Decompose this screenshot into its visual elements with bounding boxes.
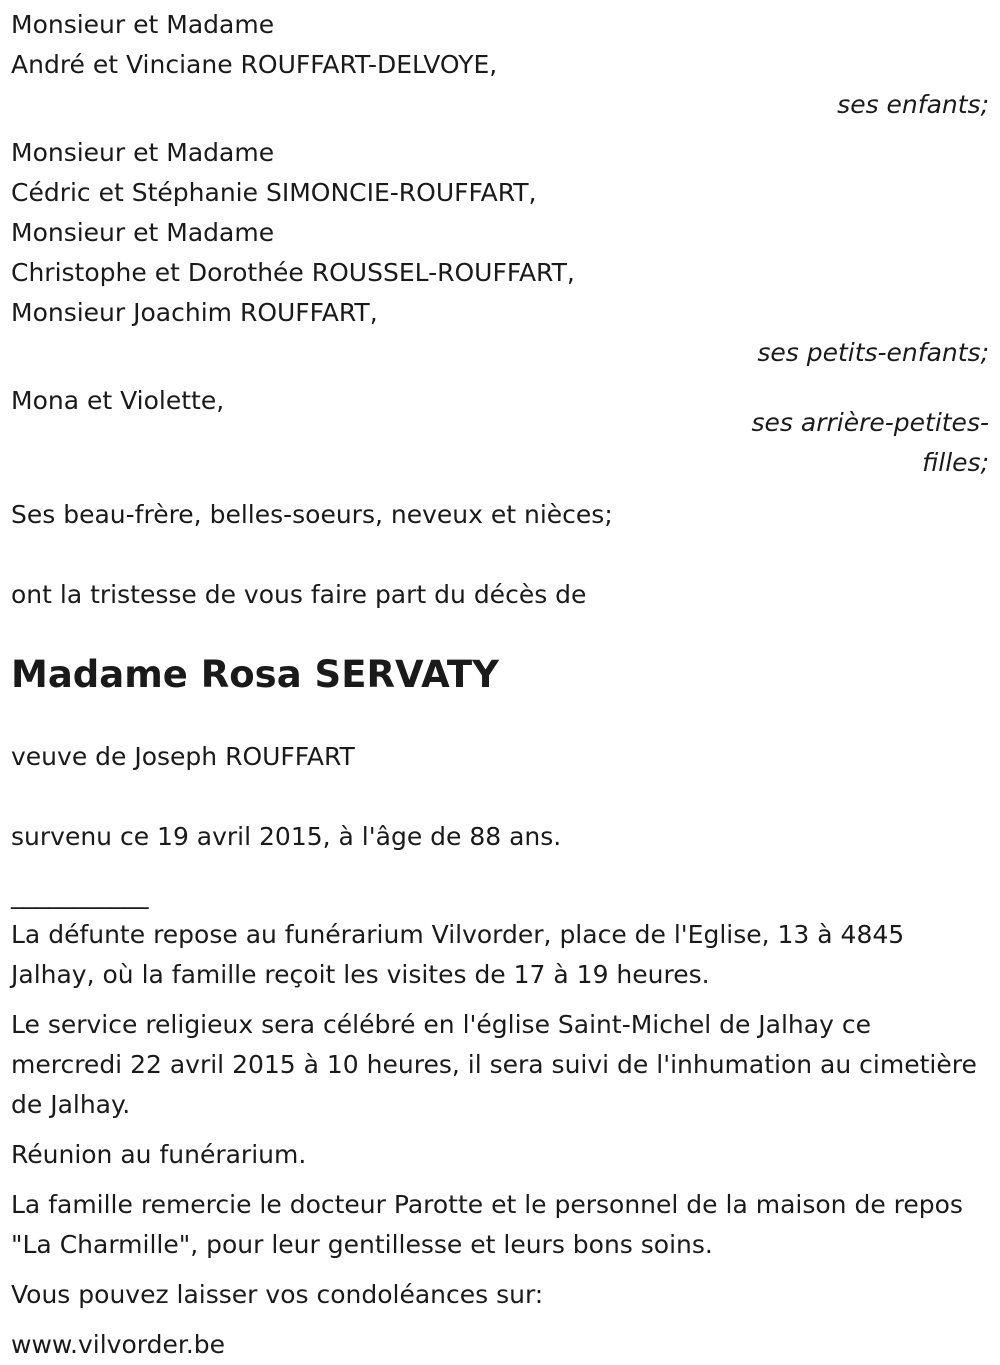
relatives-line: Ses beau-frère, belles-soeurs, neveux et nièces; (11, 500, 613, 529)
children-names-line: André et Vinciane ROUFFART-DELVOYE, (11, 50, 498, 79)
great-grandchildren-role-2: filles; (922, 448, 989, 477)
grandchildren-line-3: Monsieur et Madame (11, 218, 275, 247)
grandchildren-line-4: Christophe et Dorothée ROUSSEL-ROUFFART, (11, 258, 575, 287)
death-info-line: survenu ce 19 avril 2015, à l'âge de 88 ans. (11, 822, 562, 851)
website-text: www.vilvorder.be (11, 1330, 226, 1359)
grandchildren-line-1: Monsieur et Madame (11, 138, 275, 167)
grandchildren-line-2: Cédric et Stéphanie SIMONCIE-ROUFFART, (11, 178, 537, 207)
repose-paragraph: La défunte repose au funérarium Vilvorder, place de l'Eglise, 13 à 4845 Jalhay, où la famille reçoit les visites de 17 à 19 heures. (11, 920, 905, 989)
great-grandchildren-section (11, 381, 990, 483)
deceased-name: Madame Rosa SERVATY (11, 653, 499, 696)
condolences-paragraph: Vous pouvez laisser vos condoléances sur: (11, 1280, 544, 1309)
meeting-paragraph: Réunion au funérarium. (11, 1140, 307, 1169)
children-title-line: Monsieur et Madame (11, 10, 275, 39)
service-paragraph: Le service religieux sera célébré en l'église Saint-Michel de Jalhay ce mercredi 22 avril 2015 à 10 heures, il sera suivi de l'inhumation au cimetière de Jalhay. (11, 1010, 977, 1119)
children-section (11, 5, 990, 125)
grandchildren-section (11, 133, 990, 373)
children-role: ses enfants; (837, 90, 989, 119)
separator-line: ___________ (11, 880, 149, 909)
announcement-line: ont la tristesse de vous faire part du décès de (11, 580, 587, 609)
great-grandchildren-role-1: ses arrière-petites- (751, 408, 989, 437)
great-grandchildren-line: Mona et Violette, (11, 386, 225, 415)
grandchildren-line-5: Monsieur Joachim ROUFFART, (11, 298, 378, 327)
grandchildren-role: ses petits-enfants; (757, 338, 989, 367)
thanks-paragraph: La famille remercie le docteur Parotte et le personnel de la maison de repos "La Charmille", pour leur gentillesse et leurs bons soins. (11, 1190, 963, 1259)
widow-of-line: veuve de Joseph ROUFFART (11, 742, 355, 771)
